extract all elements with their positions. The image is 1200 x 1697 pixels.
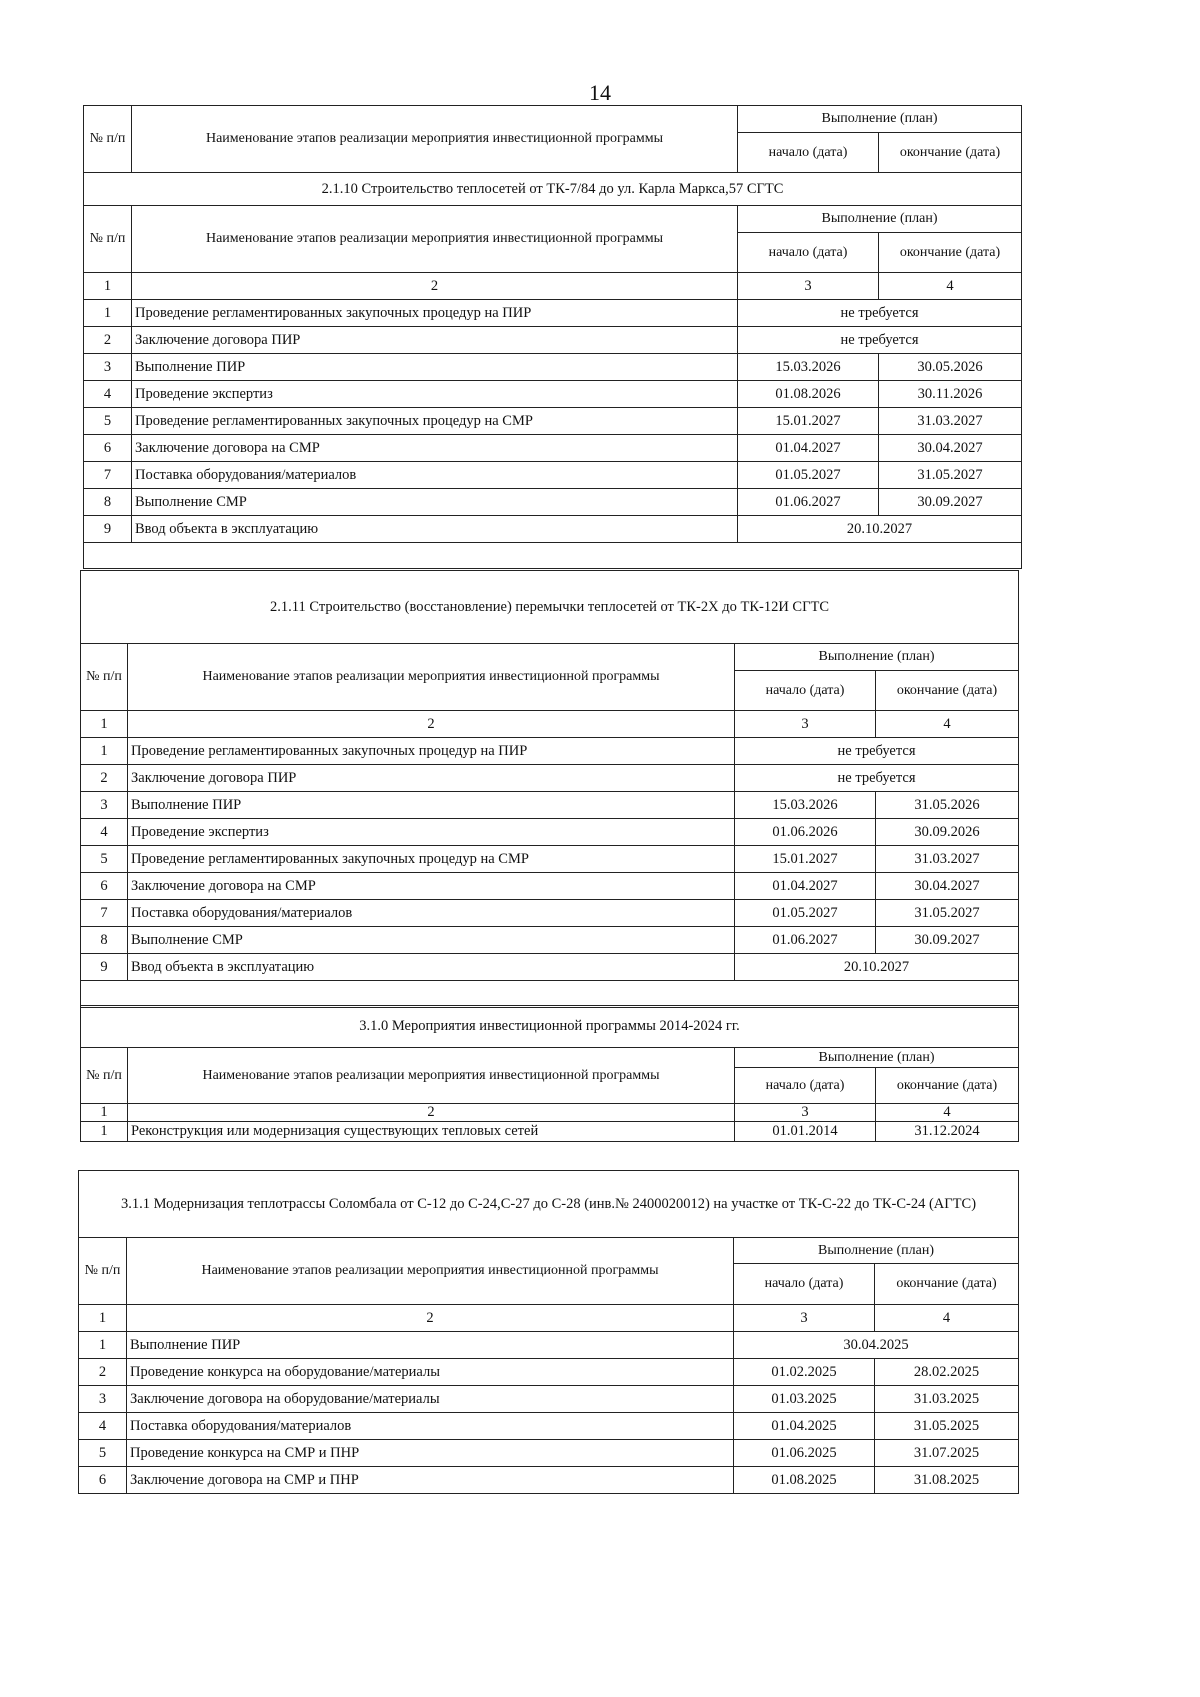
row-name: Заключение договора на СМР: [128, 873, 735, 900]
row-name: Ввод объекта в эксплуатацию: [132, 516, 738, 543]
section-title: 3.1.1 Модернизация теплотрассы Соломбала от С-12 до С-24,С-27 до С-28 (инв.№ 2400020012) на участке от ТК-С-22 до ТК-С-24 (АГТС): [79, 1171, 1019, 1238]
row-num: 7: [84, 462, 132, 489]
row-num: 3: [79, 1386, 127, 1413]
colnum-2: 2: [128, 1104, 735, 1122]
row-num: 9: [81, 954, 128, 981]
row-name: Выполнение ПИР: [128, 792, 735, 819]
row-start: 01.08.2026: [738, 381, 879, 408]
table-row: [81, 846, 1019, 873]
row-end: 31.05.2026: [876, 792, 1019, 819]
row-merged: не требуется: [735, 765, 1019, 792]
row-start: 01.01.2014: [735, 1122, 876, 1142]
header-name: Наименование этапов реализации мероприятия инвестиционной программы: [128, 644, 735, 711]
row-num: 5: [79, 1440, 127, 1467]
row-start: 15.01.2027: [735, 846, 876, 873]
row-num: 4: [79, 1413, 127, 1440]
row-num: 1: [81, 1122, 128, 1142]
row-start: 01.06.2027: [735, 927, 876, 954]
colnum-3: 3: [734, 1305, 875, 1332]
row-name: Проведение экспертиз: [128, 819, 735, 846]
section-3-1-0-table: [80, 1005, 1019, 1142]
table-row: [79, 1386, 1019, 1413]
row-name: Выполнение СМР: [128, 927, 735, 954]
table-row: [81, 900, 1019, 927]
colnum-3: 3: [735, 711, 876, 738]
section-2-1-10-table: [83, 172, 1022, 569]
table-row: [84, 435, 1022, 462]
row-start: 01.02.2025: [734, 1359, 875, 1386]
section-title: 2.1.11 Строительство (восстановление) перемычки теплосетей от ТК-2Х до ТК-12И СГТС: [81, 571, 1019, 644]
row-start: 01.06.2026: [735, 819, 876, 846]
header-end: окончание (дата): [876, 1068, 1019, 1104]
header-num: № п/п: [81, 644, 128, 711]
row-start: 01.03.2025: [734, 1386, 875, 1413]
row-num: 1: [79, 1332, 127, 1359]
row-num: 4: [81, 819, 128, 846]
table-row: [81, 792, 1019, 819]
separator-row: [81, 981, 1019, 1008]
header-end: окончание (дата): [875, 1264, 1019, 1305]
header-name: Наименование этапов реализации мероприятия инвестиционной программы: [127, 1238, 734, 1305]
row-name: Проведение экспертиз: [132, 381, 738, 408]
header-end: окончание (дата): [879, 133, 1022, 173]
row-num: 1: [81, 738, 128, 765]
row-end: 30.04.2027: [879, 435, 1022, 462]
row-num: 2: [81, 765, 128, 792]
row-name: Поставка оборудования/материалов: [132, 462, 738, 489]
row-name: Ввод объекта в эксплуатацию: [128, 954, 735, 981]
table-row: [84, 327, 1022, 354]
row-name: Заключение договора ПИР: [132, 327, 738, 354]
table-row: [81, 819, 1019, 846]
row-start: 01.06.2025: [734, 1440, 875, 1467]
table-row: [81, 954, 1019, 981]
header-end: окончание (дата): [879, 233, 1022, 273]
row-start: 15.03.2026: [738, 354, 879, 381]
row-merged: 20.10.2027: [735, 954, 1019, 981]
row-end: 31.03.2027: [879, 408, 1022, 435]
row-start: 01.08.2025: [734, 1467, 875, 1494]
row-end: 30.09.2027: [876, 927, 1019, 954]
table-row: [84, 381, 1022, 408]
colnum-3: 3: [738, 273, 879, 300]
table-row: [81, 765, 1019, 792]
row-end: 30.11.2026: [879, 381, 1022, 408]
table-row: [79, 1332, 1019, 1359]
table-row: [81, 738, 1019, 765]
row-name: Поставка оборудования/материалов: [128, 900, 735, 927]
row-end: 28.02.2025: [875, 1359, 1019, 1386]
header-name: Наименование этапов реализации мероприятия инвестиционной программы: [132, 206, 738, 273]
header-end: окончание (дата): [876, 671, 1019, 711]
colnum-1: 1: [81, 1104, 128, 1122]
row-num: 2: [79, 1359, 127, 1386]
section-title: 3.1.0 Мероприятия инвестиционной программы 2014-2024 гг.: [81, 1006, 1019, 1048]
row-name: Заключение договора ПИР: [128, 765, 735, 792]
row-name: Проведение конкурса на оборудование/материалы: [127, 1359, 734, 1386]
row-name: Проведение регламентированных закупочных процедур на ПИР: [128, 738, 735, 765]
table-row: [79, 1359, 1019, 1386]
row-start: 01.05.2027: [738, 462, 879, 489]
row-start: 15.03.2026: [735, 792, 876, 819]
colnum-4: 4: [879, 273, 1022, 300]
row-start: 01.06.2027: [738, 489, 879, 516]
row-start: 01.04.2027: [738, 435, 879, 462]
row-num: 1: [84, 300, 132, 327]
row-name: Заключение договора на СМР и ПНР: [127, 1467, 734, 1494]
header-plan: Выполнение (план): [738, 206, 1022, 233]
row-end: 30.09.2026: [876, 819, 1019, 846]
row-name: Проведение регламентированных закупочных процедур на СМР: [132, 408, 738, 435]
header-num: № п/п: [81, 1048, 128, 1104]
row-name: Проведение регламентированных закупочных процедур на СМР: [128, 846, 735, 873]
row-name: Поставка оборудования/материалов: [127, 1413, 734, 1440]
colnum-4: 4: [876, 711, 1019, 738]
header-start: начало (дата): [734, 1264, 875, 1305]
header-start: начало (дата): [735, 671, 876, 711]
section-3-1-1-table: [78, 1170, 1019, 1494]
table-row: [84, 462, 1022, 489]
row-start: 01.05.2027: [735, 900, 876, 927]
header-plan: Выполнение (план): [735, 1048, 1019, 1068]
row-num: 7: [81, 900, 128, 927]
header-start: начало (дата): [735, 1068, 876, 1104]
row-num: 6: [79, 1467, 127, 1494]
table-row: [84, 489, 1022, 516]
row-name: Заключение договора на оборудование/материалы: [127, 1386, 734, 1413]
row-num: 4: [84, 381, 132, 408]
row-name: Заключение договора на СМР: [132, 435, 738, 462]
row-start: 01.04.2027: [735, 873, 876, 900]
row-num: 5: [81, 846, 128, 873]
header-start: начало (дата): [738, 233, 879, 273]
row-merged: не требуется: [738, 300, 1022, 327]
header-num: № п/п: [84, 206, 132, 273]
row-name: Выполнение СМР: [132, 489, 738, 516]
row-name: Проведение регламентированных закупочных процедур на ПИР: [132, 300, 738, 327]
table-row: [84, 408, 1022, 435]
row-end: 31.05.2025: [875, 1413, 1019, 1440]
row-num: 3: [84, 354, 132, 381]
top-header-table: [83, 105, 1022, 173]
section-title: 2.1.10 Строительство теплосетей от ТК-7/84 до ул. Карла Маркса,57 СГТС: [84, 173, 1022, 206]
row-num: 9: [84, 516, 132, 543]
row-end: 31.08.2025: [875, 1467, 1019, 1494]
table-row: [79, 1467, 1019, 1494]
colnum-2: 2: [132, 273, 738, 300]
table-row: [81, 1122, 1019, 1142]
row-merged: не требуется: [735, 738, 1019, 765]
header-plan: Выполнение (план): [734, 1238, 1019, 1264]
table-row: [84, 300, 1022, 327]
row-name: Выполнение ПИР: [132, 354, 738, 381]
header-start: начало (дата): [738, 133, 879, 173]
colnum-1: 1: [81, 711, 128, 738]
colnum-2: 2: [128, 711, 735, 738]
row-num: 2: [84, 327, 132, 354]
colnum-4: 4: [875, 1305, 1019, 1332]
table-row: [79, 1440, 1019, 1467]
table-row: [84, 354, 1022, 381]
table-row: [81, 927, 1019, 954]
row-end: 31.12.2024: [876, 1122, 1019, 1142]
row-start: 01.04.2025: [734, 1413, 875, 1440]
page-number: 14: [589, 80, 611, 105]
table-row: [79, 1413, 1019, 1440]
table-row: [84, 516, 1022, 543]
header-num: № п/п: [79, 1238, 127, 1305]
section-2-1-11-table: [80, 570, 1019, 1008]
table-row: [81, 873, 1019, 900]
colnum-3: 3: [735, 1104, 876, 1122]
row-end: 31.07.2025: [875, 1440, 1019, 1467]
separator-row: [84, 543, 1022, 569]
row-end: 31.05.2027: [876, 900, 1019, 927]
header-num: № п/п: [84, 106, 132, 173]
row-end: 31.05.2027: [879, 462, 1022, 489]
colnum-4: 4: [876, 1104, 1019, 1122]
row-merged: 30.04.2025: [734, 1332, 1019, 1359]
row-start: 15.01.2027: [738, 408, 879, 435]
colnum-1: 1: [79, 1305, 127, 1332]
row-name: Проведение конкурса на СМР и ПНР: [127, 1440, 734, 1467]
row-num: 8: [81, 927, 128, 954]
row-num: 3: [81, 792, 128, 819]
row-num: 5: [84, 408, 132, 435]
row-num: 6: [81, 873, 128, 900]
header-plan: Выполнение (план): [735, 644, 1019, 671]
header-plan: Выполнение (план): [738, 106, 1022, 133]
row-end: 30.04.2027: [876, 873, 1019, 900]
header-name: Наименование этапов реализации мероприятия инвестиционной программы: [128, 1048, 735, 1104]
row-name: Выполнение ПИР: [127, 1332, 734, 1359]
header-name: Наименование этапов реализации мероприятия инвестиционной программы: [132, 106, 738, 173]
row-end: 31.03.2025: [875, 1386, 1019, 1413]
colnum-2: 2: [127, 1305, 734, 1332]
row-num: 6: [84, 435, 132, 462]
colnum-1: 1: [84, 273, 132, 300]
row-end: 30.09.2027: [879, 489, 1022, 516]
row-end: 31.03.2027: [876, 846, 1019, 873]
row-end: 30.05.2026: [879, 354, 1022, 381]
row-name: Реконструкция или модернизация существующих тепловых сетей: [128, 1122, 735, 1142]
row-num: 8: [84, 489, 132, 516]
row-merged: 20.10.2027: [738, 516, 1022, 543]
row-merged: не требуется: [738, 327, 1022, 354]
